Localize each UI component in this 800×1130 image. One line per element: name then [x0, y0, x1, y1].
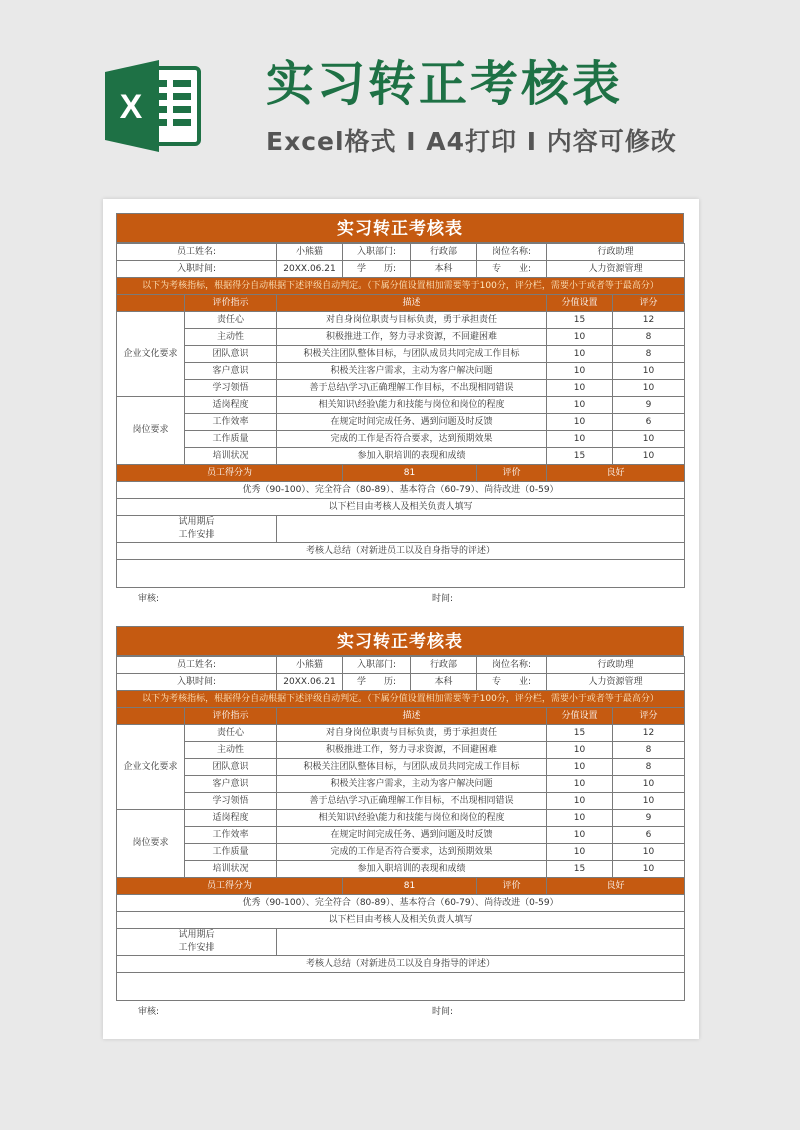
fill-note: 以下栏目由考核人及相关负责人填写 — [117, 912, 685, 929]
desc-cell: 积极关注客户需求，主动为客户解决问题 — [277, 363, 547, 380]
desc-cell: 积极推进工作，努力寻求资源，不回避困难 — [277, 742, 547, 759]
notice-row: 以下为考核指标，根据得分自动根据下述评级自动判定。（下属分值设置相加需要等于100分，评分栏，需要小于或者等于最高分） — [117, 278, 685, 295]
desc-cell: 在规定时间完成任务、遇到问题及时反馈 — [277, 827, 547, 844]
trial-arrangement-field[interactable] — [277, 516, 685, 543]
post-value[interactable]: 行政助理 — [547, 657, 685, 674]
edu-label: 学 历: — [343, 261, 411, 278]
score-cell[interactable]: 10 — [613, 776, 685, 793]
date-label: 入职时间: — [117, 261, 277, 278]
excel-logo-icon — [103, 58, 203, 154]
trial-label — [117, 516, 277, 543]
indicator-cell: 培训状况 — [185, 861, 277, 878]
group-name: 岗位要求 — [117, 397, 185, 465]
desc-cell: 完成的工作是否符合要求，达到预期效果 — [277, 431, 547, 448]
form-copy-2 — [116, 626, 684, 1023]
rating-label: 评价 — [477, 465, 547, 482]
max-cell[interactable]: 10 — [547, 827, 613, 844]
max-cell[interactable]: 10 — [547, 759, 613, 776]
indicator-cell: 工作质量 — [185, 431, 277, 448]
indicator-header: 评价指示 — [185, 708, 277, 725]
max-cell[interactable]: 10 — [547, 776, 613, 793]
score-cell[interactable]: 10 — [613, 448, 685, 465]
time-label: 时间: — [432, 1007, 454, 1017]
max-cell[interactable]: 10 — [547, 380, 613, 397]
indicator-cell: 学习领悟 — [185, 793, 277, 810]
score-cell[interactable]: 10 — [613, 844, 685, 861]
post-value[interactable]: 行政助理 — [547, 244, 685, 261]
post-label: 岗位名称: — [477, 244, 547, 261]
total-label: 员工得分为 — [117, 878, 343, 895]
desc-cell: 积极关注团队整体目标，与团队成员共同完成工作目标 — [277, 759, 547, 776]
max-cell[interactable]: 10 — [547, 363, 613, 380]
trial-label-line-1: 试用期后 — [178, 517, 215, 527]
edu-value[interactable]: 本科 — [411, 261, 477, 278]
max-cell[interactable]: 10 — [547, 346, 613, 363]
score-cell[interactable]: 12 — [613, 725, 685, 742]
edu-value[interactable]: 本科 — [411, 674, 477, 691]
score-cell[interactable]: 9 — [613, 397, 685, 414]
desc-cell: 相关知识\经验\能力和技能与岗位和岗位的程度 — [277, 397, 547, 414]
name-label: 员工姓名: — [117, 244, 277, 261]
desc-cell: 参加入职培训的表现和成绩 — [277, 861, 547, 878]
desc-cell: 积极推进工作，努力寻求资源，不回避困难 — [277, 329, 547, 346]
max-cell[interactable]: 10 — [547, 414, 613, 431]
desc-cell: 在规定时间完成任务、遇到问题及时反馈 — [277, 414, 547, 431]
major-value[interactable]: 人力资源管理 — [547, 261, 685, 278]
desc-cell: 善于总结\学习\正确理解工作目标，不出现相同错误 — [277, 793, 547, 810]
score-cell[interactable]: 10 — [613, 861, 685, 878]
indicator-cell: 学习领悟 — [185, 380, 277, 397]
summary-label: 考核人总结（对新进员工以及自身指导的评述） — [117, 956, 685, 973]
desc-cell: 完成的工作是否符合要求，达到预期效果 — [277, 844, 547, 861]
desc-cell: 积极关注客户需求，主动为客户解决问题 — [277, 776, 547, 793]
score-header: 评分 — [613, 708, 685, 725]
rating-scale: 优秀（90-100）、完全符合（80-89）、基本符合（60-79）、尚待改进（0-59） — [117, 895, 685, 912]
desc-cell: 善于总结\学习\正确理解工作目标，不出现相同错误 — [277, 380, 547, 397]
major-label: 专 业: — [477, 261, 547, 278]
assessment-table — [116, 656, 685, 1001]
summary-field[interactable] — [117, 973, 685, 1001]
rating-label: 评价 — [477, 878, 547, 895]
banner — [0, 0, 800, 190]
indicator-cell: 团队意识 — [185, 346, 277, 363]
name-value[interactable]: 小熊猫 — [277, 244, 343, 261]
score-cell[interactable]: 6 — [613, 827, 685, 844]
indicator-cell: 客户意识 — [185, 363, 277, 380]
desc-cell: 积极关注团队整体目标，与团队成员共同完成工作目标 — [277, 346, 547, 363]
signature-row — [116, 1001, 684, 1023]
total-value: 81 — [343, 465, 477, 482]
form-title: 实习转正考核表 — [116, 213, 684, 243]
group-header-cell — [117, 295, 185, 312]
time-label: 时间: — [432, 594, 454, 604]
dept-value[interactable]: 行政部 — [411, 657, 477, 674]
max-cell[interactable]: 15 — [547, 448, 613, 465]
max-cell[interactable]: 15 — [547, 725, 613, 742]
date-label: 入职时间: — [117, 674, 277, 691]
summary-field[interactable] — [117, 560, 685, 588]
score-cell[interactable]: 10 — [613, 363, 685, 380]
logo-letter: X — [119, 88, 143, 126]
dept-label: 入职部门: — [343, 244, 411, 261]
indicator-cell: 工作效率 — [185, 414, 277, 431]
major-label: 专 业: — [477, 674, 547, 691]
indicator-cell: 培训状况 — [185, 448, 277, 465]
score-cell[interactable]: 10 — [613, 793, 685, 810]
group-name: 岗位要求 — [117, 810, 185, 878]
indicator-cell: 主动性 — [185, 742, 277, 759]
score-cell[interactable]: 8 — [613, 346, 685, 363]
desc-header: 描述 — [277, 295, 547, 312]
indicator-cell: 适岗程度 — [185, 397, 277, 414]
rating-value: 良好 — [547, 878, 685, 895]
name-label: 员工姓名: — [117, 657, 277, 674]
desc-cell: 相关知识\经验\能力和技能与岗位和岗位的程度 — [277, 810, 547, 827]
indicator-header: 评价指示 — [185, 295, 277, 312]
max-cell[interactable]: 10 — [547, 397, 613, 414]
dept-value[interactable]: 行政部 — [411, 244, 477, 261]
form-title: 实习转正考核表 — [116, 626, 684, 656]
post-label: 岗位名称: — [477, 657, 547, 674]
desc-cell: 对自身岗位职责与目标负责，勇于承担责任 — [277, 312, 547, 329]
hero-title: 实习转正考核表 — [266, 56, 624, 112]
score-cell[interactable]: 8 — [613, 759, 685, 776]
max-cell[interactable]: 10 — [547, 742, 613, 759]
score-cell[interactable]: 10 — [613, 380, 685, 397]
trial-label-line-2: 工作安排 — [178, 530, 215, 540]
indicator-cell: 主动性 — [185, 329, 277, 346]
indicator-cell: 责任心 — [185, 725, 277, 742]
score-cell[interactable]: 12 — [613, 312, 685, 329]
trial-label — [117, 929, 277, 956]
assessment-table — [116, 243, 685, 588]
max-cell[interactable]: 15 — [547, 861, 613, 878]
score-cell[interactable]: 8 — [613, 742, 685, 759]
max-cell[interactable]: 10 — [547, 431, 613, 448]
total-label: 员工得分为 — [117, 465, 343, 482]
group-name: 企业文化要求 — [117, 312, 185, 397]
desc-cell: 对自身岗位职责与目标负责，勇于承担责任 — [277, 725, 547, 742]
trial-arrangement-field[interactable] — [277, 929, 685, 956]
signature-row — [116, 588, 684, 610]
max-header: 分值设置 — [547, 708, 613, 725]
max-cell[interactable]: 10 — [547, 810, 613, 827]
date-value[interactable]: 20XX.06.21 — [277, 674, 343, 691]
indicator-cell: 团队意识 — [185, 759, 277, 776]
desc-header: 描述 — [277, 708, 547, 725]
date-value[interactable]: 20XX.06.21 — [277, 261, 343, 278]
score-cell[interactable]: 9 — [613, 810, 685, 827]
max-header: 分值设置 — [547, 295, 613, 312]
indicator-cell: 适岗程度 — [185, 810, 277, 827]
score-cell[interactable]: 6 — [613, 414, 685, 431]
summary-label: 考核人总结（对新进员工以及自身指导的评述） — [117, 543, 685, 560]
name-value[interactable]: 小熊猫 — [277, 657, 343, 674]
group-header-cell — [117, 708, 185, 725]
form-copy-1 — [116, 213, 684, 610]
rating-value: 良好 — [547, 465, 685, 482]
max-cell[interactable]: 10 — [547, 793, 613, 810]
reviewer-label: 审核: — [138, 594, 160, 604]
hero-subtitle: Excel格式 I A4打印 I 内容可修改 — [266, 127, 677, 156]
max-cell[interactable]: 10 — [547, 329, 613, 346]
dept-label: 入职部门: — [343, 657, 411, 674]
reviewer-label: 审核: — [138, 1007, 160, 1017]
rating-scale: 优秀（90-100）、完全符合（80-89）、基本符合（60-79）、尚待改进（0-59） — [117, 482, 685, 499]
score-cell[interactable]: 8 — [613, 329, 685, 346]
desc-cell: 参加入职培训的表现和成绩 — [277, 448, 547, 465]
indicator-cell: 客户意识 — [185, 776, 277, 793]
total-value: 81 — [343, 878, 477, 895]
score-cell[interactable]: 10 — [613, 431, 685, 448]
group-name: 企业文化要求 — [117, 725, 185, 810]
max-cell[interactable]: 15 — [547, 312, 613, 329]
max-cell[interactable]: 10 — [547, 844, 613, 861]
trial-label-line-2: 工作安排 — [178, 943, 215, 953]
score-header: 评分 — [613, 295, 685, 312]
major-value[interactable]: 人力资源管理 — [547, 674, 685, 691]
notice-row: 以下为考核指标，根据得分自动根据下述评级自动判定。（下属分值设置相加需要等于100分，评分栏，需要小于或者等于最高分） — [117, 691, 685, 708]
indicator-cell: 责任心 — [185, 312, 277, 329]
indicator-cell: 工作效率 — [185, 827, 277, 844]
fill-note: 以下栏目由考核人及相关负责人填写 — [117, 499, 685, 516]
indicator-cell: 工作质量 — [185, 844, 277, 861]
edu-label: 学 历: — [343, 674, 411, 691]
trial-label-line-1: 试用期后 — [178, 930, 215, 940]
